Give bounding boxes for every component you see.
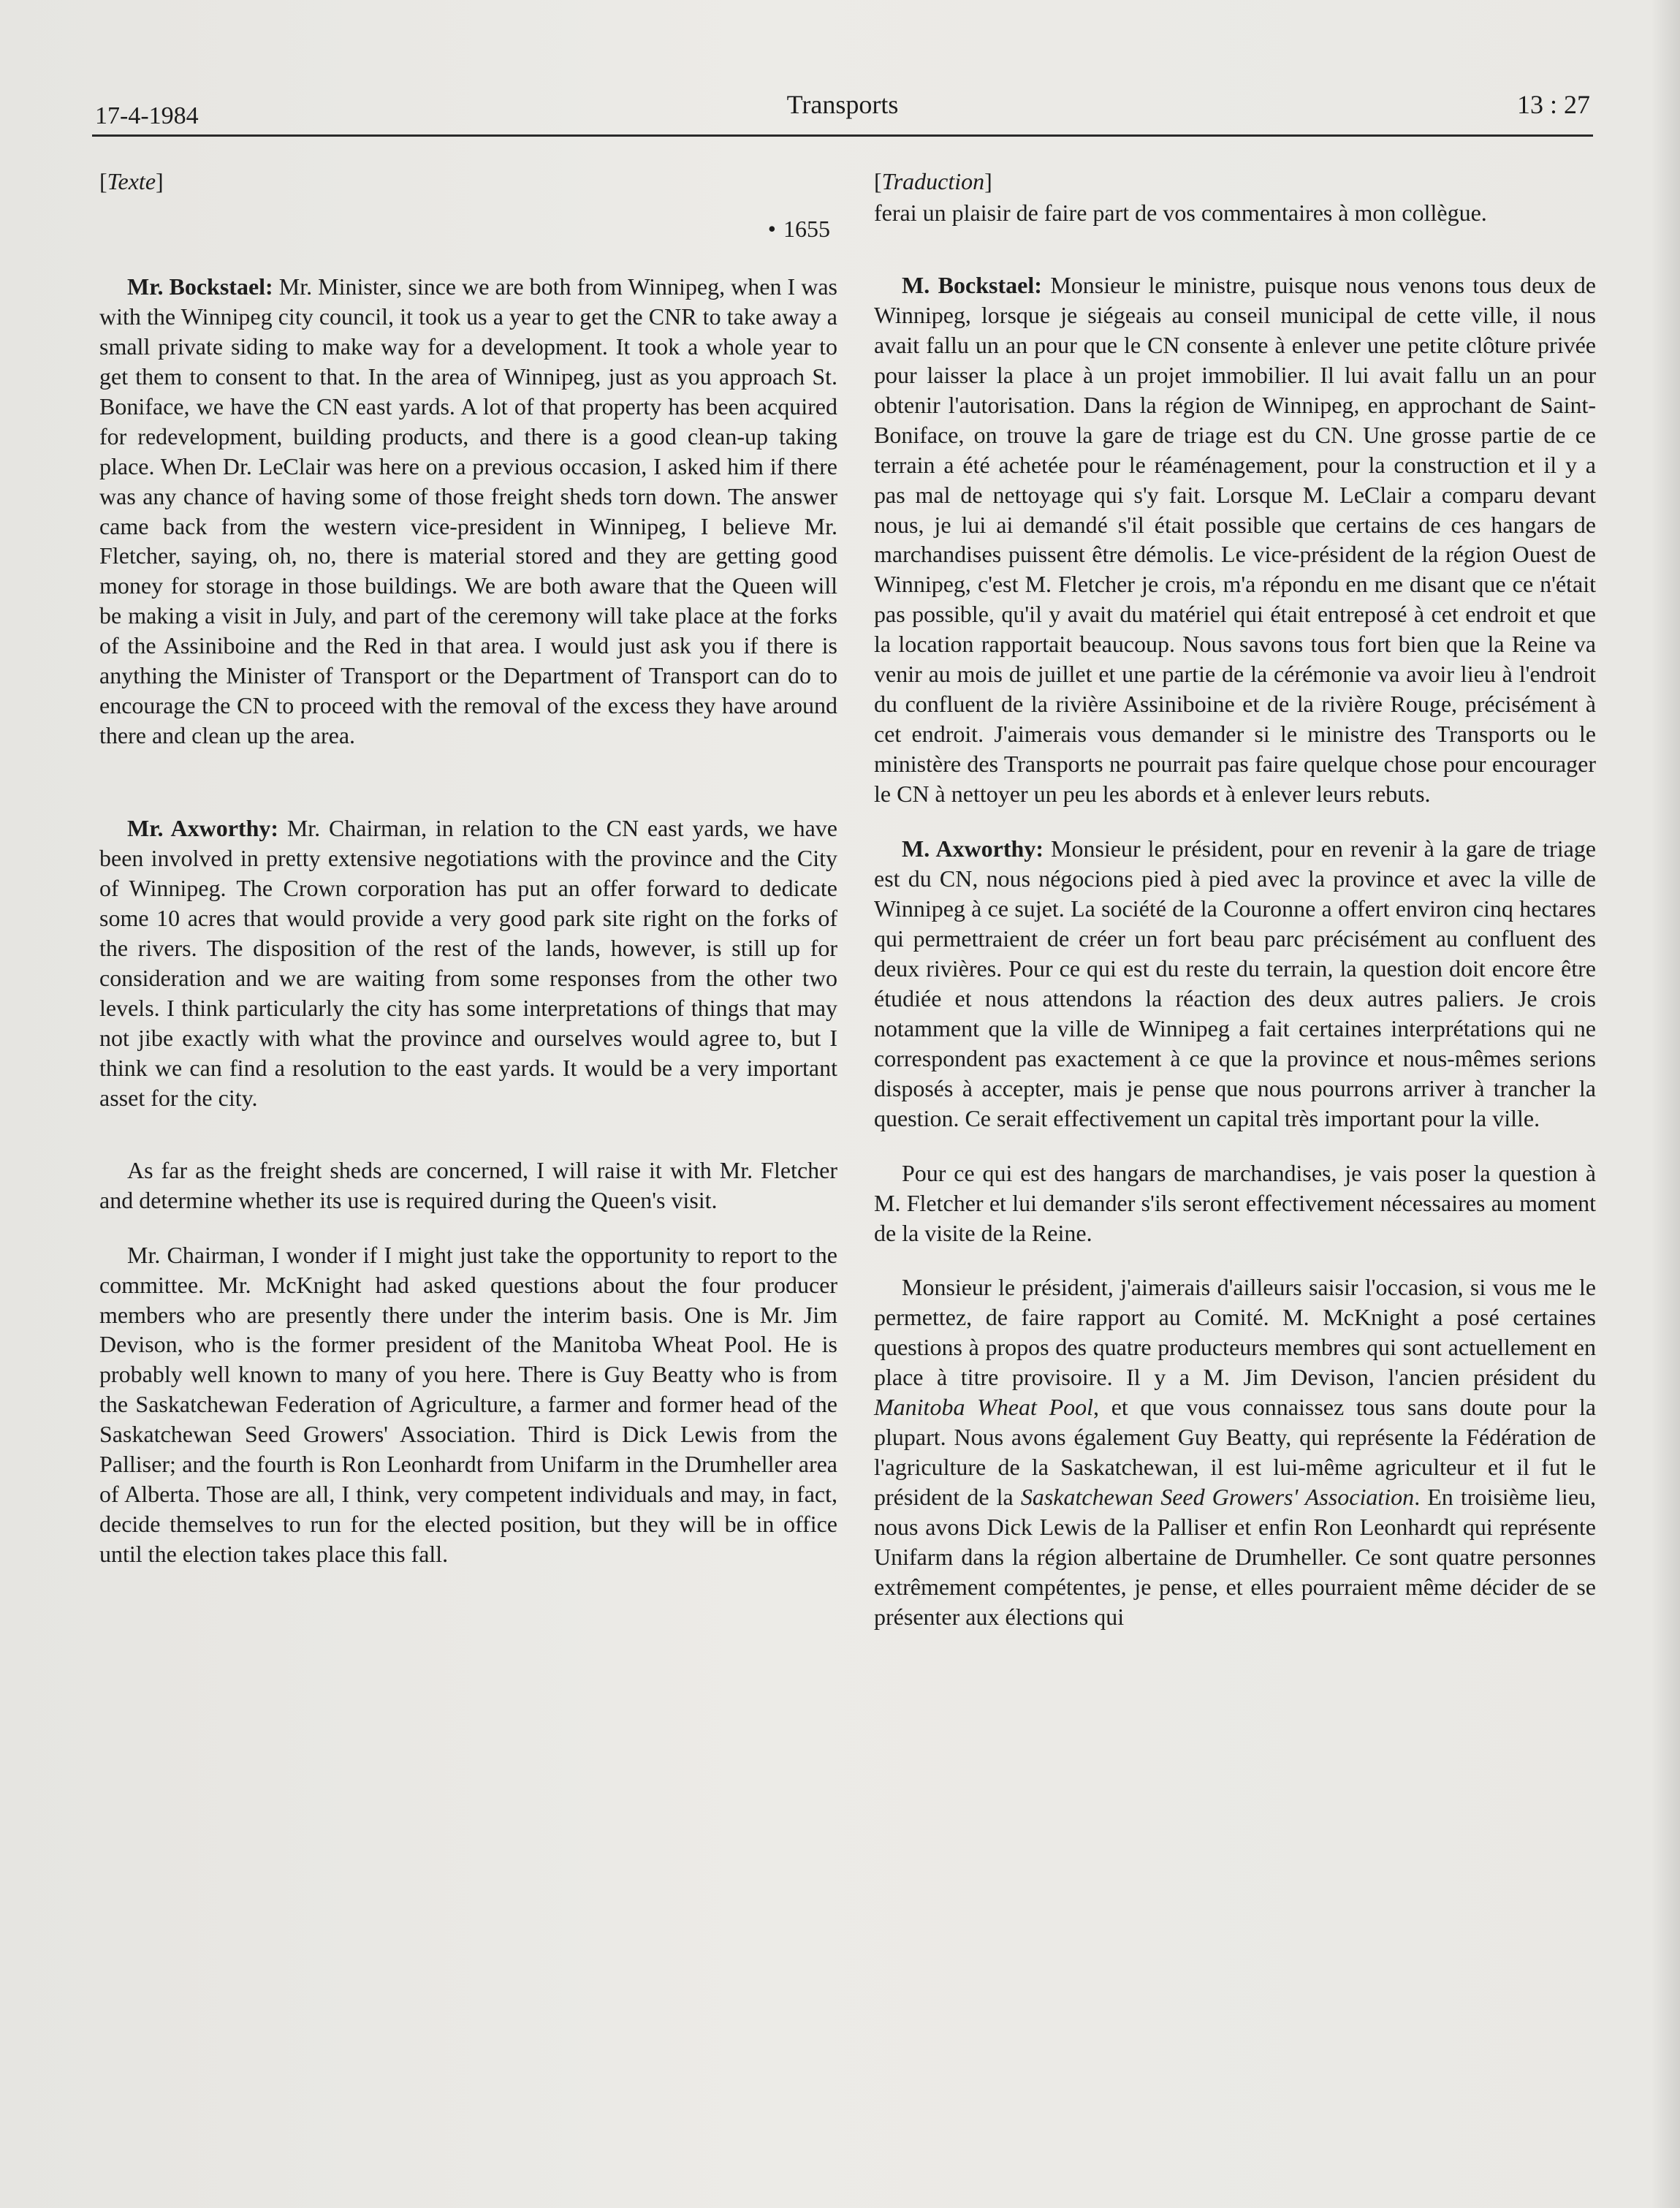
- org-name-italic: Manitoba Wheat Pool: [874, 1394, 1094, 1421]
- paragraph-text: Mr. Chairman, in relation to the CN east yards, we have been involved in pretty extensive negotiations with the province and the City of Winnipeg. The Crown corporation has put an offer forward to dedicate some 10 acres that would provide a very good park site right on the forks of the rivers. The disposition of the rest of the lands, however, is still up for consideration and we are waiting from some responses from the other two levels. I think particularly the city has some interpretations of things that may not jibe exactly with what the province and ourselves would agree to, but I think we can find a resolution to the east yards. It would be a very important asset for the city.: [99, 815, 838, 1111]
- left-paragraph-report: Mr. Chairman, I wonder if I might just take the opportunity to report to the committee. Mr. McKnight had asked questions about the four producer members who are presently there under the interim basis. One is Mr. Jim Devison, who is the former president of the Manitoba Wheat Pool. He is probably well known to many of you here. There is Guy Beatty who is from the Saskatchewan Federation of Agriculture, a farmer and former head of the Saskatchewan Seed Growers' Association. Third is Dick Lewis from the Palliser; and the fourth is Ron Leonhardt from Unifarm in the Drumheller area of Alberta. Those are all, I think, very competent individuals and may, in fact, decide themselves to run for the elected position, but they will be in office until the election takes place this fall.: [99, 1241, 837, 1568]
- right-column: [874, 167, 1596, 1632]
- paragraph-text: Mr. Minister, since we are both from Winnipeg, when I was with the Winnipeg city council, it took us a year to get the CNR to take away a small private siding to make way for a development. It took a whole year to get them to consent to that. In the area of Winnipeg, just as you approach St. Boniface, we have the CN east yards. A lot of that property has been acquired for redevelopment, building products, and there is a good clean-up taking place. When Dr. LeClair was here on a previous occasion, I asked him if there was any chance of having some of those freight sheds torn down. The answer came back from the western vice-president in Winnipeg, I believe Mr. Fletcher, saying, oh, no, there is material stored and they are getting good money for storage in those buildings. We are both aware that the Queen will be making a visit in July, and part of the ceremony will take place at the forks of the Assiniboine and the Red in that area. I would just ask you if there is anything the Minister of Transport or the Department of Transport can do to encourage the CN to proceed with the removal of the excess they have around there and clean up the area.: [99, 273, 838, 749]
- page-edge-shadow: [1651, 0, 1680, 2208]
- left-column: [99, 167, 837, 1569]
- right-paragraph-report: Monsieur le président, j'aimerais d'ailleurs saisir l'occasion, si vous me le permettez, de faire rapport au Comité. M. McKnight a posé certaines questions à propos des quatre producteurs membres qui sont actuellement en place à titre provisoire. Il y a M. Jim Devison, l'ancien président du Manitoba Wheat Pool, et que vous connaissez tous sans doute pour la plupart. Nous avons également Guy Beatty, qui représente la Fédération de l'agriculture de la Saskatchewan, il est lui-même agriculteur et il fut le président de la Saskatchewan Seed Growers' Association. En troisième lieu, nous avons Dick Lewis de la Palliser et enfin Ron Leonhardt qui représente Unifarm dans la région albertaine de Drumheller. Ce sont quatre personnes extrêmement compétentes, je pense, et elles pourraient même décider de se présenter aux élections qui: [874, 1274, 1597, 1630]
- right-paragraph-bockstael: [874, 270, 1596, 809]
- right-paragraph-axworthy: [874, 834, 1596, 1134]
- speaker-name: Mr. Bockstael:: [127, 273, 273, 300]
- right-paragraph-continuation: ferai un plaisir de faire part de vos commentaires à mon collègue.: [874, 199, 1487, 226]
- speaker-name: Mr. Axworthy:: [127, 815, 279, 842]
- header-title: Transports: [786, 90, 899, 119]
- left-column-tag: [Texte]: [99, 168, 164, 194]
- left-paragraph-freight-sheds: As far as the freight sheds are concerned, I will raise it with Mr. Fletcher and determine whether its use is required during the Queen's visit.: [99, 1156, 837, 1213]
- speaker-name: M. Axworthy:: [902, 835, 1044, 862]
- speaker-name: M. Bockstael:: [902, 271, 1042, 298]
- left-paragraph-axworthy: [99, 813, 837, 1113]
- org-name-italic: Saskatchewan Seed Growers' Association: [1020, 1484, 1415, 1511]
- right-paragraph-freight-sheds: Pour ce qui est des hangars de marchandises, je vais poser la question à M. Fletcher et lui demander s'ils seront effectivement nécessaires au moment de la visite de la Reine.: [874, 1159, 1596, 1246]
- page-header: [92, 82, 1593, 137]
- right-column-tag: [Traduction]: [874, 168, 992, 194]
- left-paragraph-bockstael: [99, 272, 837, 751]
- time-marker: • 1655: [99, 214, 830, 244]
- paragraph-text: Monsieur le président, pour en revenir à la gare de triage est du CN, nous négocions pied à pied avec la province et avec la ville de Winnipeg à ce sujet. La société de la Couronne a offert environ cinq hectares qui permettraient de créer un fort beau parc précisément au confluent des deux rivières. Pour ce qui est du reste du terrain, la question doit encore être étudiée et nous attendons la réaction des deux autres paliers. Je crois notamment que la ville de Winnipeg a fait certaines interprétations qui ne correspondent pas exactement à ce que la province et nous-mêmes serions disposés à accepter, mais je pense que nous pourrons arriver à trancher la question. Ce serait effectivement un capital très important pour la ville.: [874, 835, 1597, 1131]
- header-date: 17-4-1984: [95, 102, 199, 129]
- header-page-number: 13 : 27: [1516, 90, 1590, 119]
- paragraph-text: Monsieur le ministre, puisque nous venons tous deux de Winnipeg, lorsque je siégeais au conseil municipal de cette ville, il nous avait fallu un an pour que le CN consente à enlever une petite clôture privée pour laisser la place à un projet immobilier. Il lui avait fallu un an pour obtenir l'autorisation. Dans la région de Winnipeg, en approchant de Saint-Boniface, on trouve la gare de triage est du CN. Une grosse partie de ce terrain a été achetée pour le réaménagement, pour la construction et il y a pas mal de nettoyage qui s'y fait. Lorsque M. LeClair a comparu devant nous, je lui ai demandé s'il était possible que certains de ces hangars de marchandises puissent être démolis. Le vice-président de la région Ouest de Winnipeg, c'est M. Fletcher je crois, m'a répondu en me disant que ce n'était pas possible, qu'il y avait du matériel qui était entreposé à cet endroit et que la location rapportait beaucoup. Nous savons tous fort bien que la Reine va venir au mois de juillet et une partie de la cérémonie va avoir lieu à l'endroit du confluent de la rivière Assiniboine et de la rivière Rouge, précisément à cet endroit. J'aimerais vous demander si le ministre des Transports ou le ministère des Transports ne pourrait pas faire quelque chose pour encourager le CN à nettoyer un peu les abords et à enlever leurs rebuts.: [874, 271, 1597, 808]
